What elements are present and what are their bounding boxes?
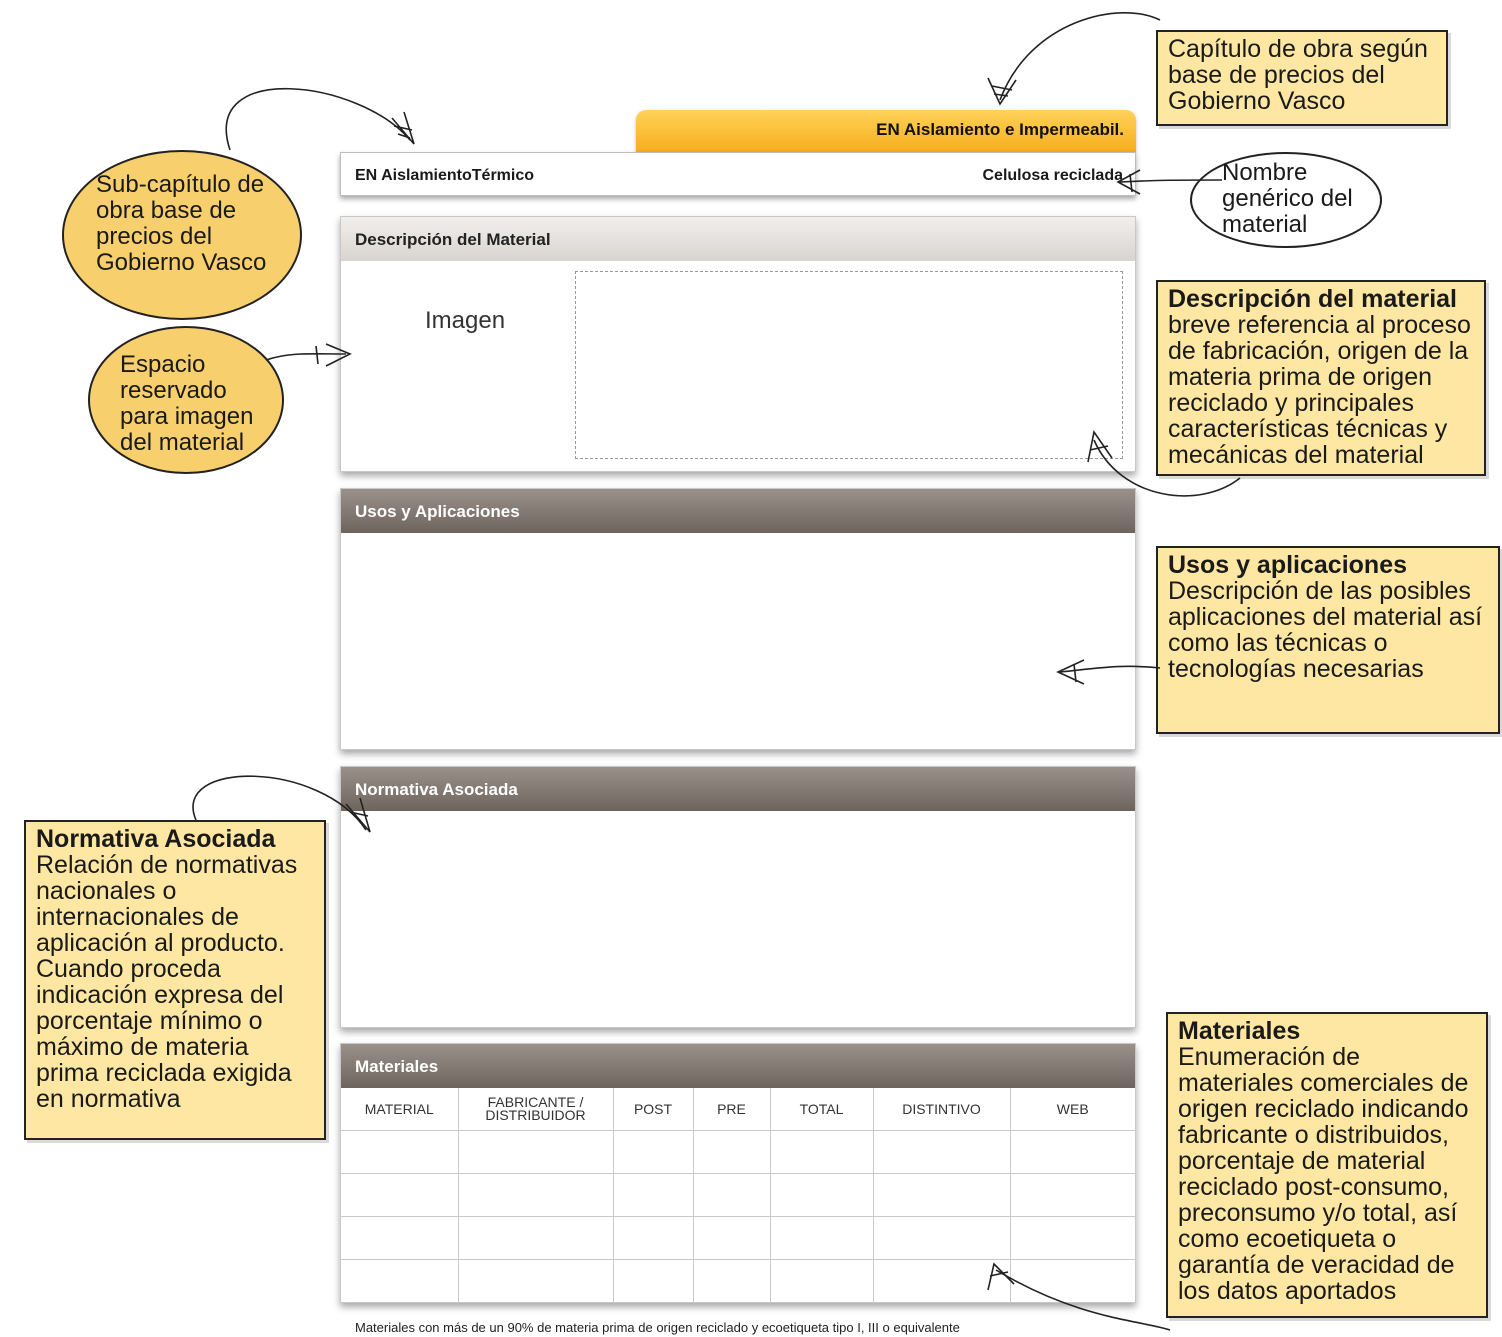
table-cell[interactable] xyxy=(770,1131,873,1174)
note-usos xyxy=(1156,546,1500,734)
table-cell[interactable] xyxy=(1010,1217,1135,1260)
note-descripcion-text: breve referencia al proceso de fabricación, origen de la materia prima de origen reciclado y principales características técnicas y mecánicas del material xyxy=(1168,311,1471,469)
table-cell[interactable] xyxy=(1010,1260,1135,1303)
column-header: POST xyxy=(613,1088,693,1131)
bubble-espacio-text: Espacio reservado para imagen del material xyxy=(120,351,254,456)
note-normativa-title: Normativa Asociada xyxy=(36,825,276,853)
chapter-label: EN Aislamiento e Impermeabil. xyxy=(876,120,1124,139)
section-normativa xyxy=(340,766,1136,1028)
materials-table xyxy=(341,1088,1135,1303)
table-cell[interactable] xyxy=(693,1217,770,1260)
section-title-normativa: Normativa Asociada xyxy=(341,767,1135,811)
table-cell[interactable] xyxy=(613,1174,693,1217)
table-cell[interactable] xyxy=(341,1174,458,1217)
chapter-tab xyxy=(636,110,1136,152)
note-materiales-title: Materiales xyxy=(1178,1017,1301,1045)
image-placeholder-label: Imagen xyxy=(425,307,506,334)
note-descripcion xyxy=(1156,280,1486,476)
bubble-subcapitulo xyxy=(62,150,302,320)
table-cell[interactable] xyxy=(770,1217,873,1260)
note-normativa xyxy=(24,820,326,1140)
table-cell[interactable] xyxy=(613,1217,693,1260)
table-cell[interactable] xyxy=(873,1174,1010,1217)
arrow-capitulo xyxy=(1000,13,1160,100)
table-cell[interactable] xyxy=(341,1260,458,1303)
section-descripcion xyxy=(340,216,1136,472)
table-row xyxy=(341,1217,1135,1260)
column-header: FABRICANTE / DISTRIBUIDOR xyxy=(458,1088,613,1131)
note-normativa-text: Relación de normativas nacionales o internacionales de aplicación al producto. Cuando proceda indicación expresa del porcentaje mínimo o máximo de materia prima reciclada exigida en normativa xyxy=(36,851,298,1113)
table-cell[interactable] xyxy=(613,1260,693,1303)
table-cell[interactable] xyxy=(458,1174,613,1217)
table-cell[interactable] xyxy=(770,1174,873,1217)
table-cell[interactable] xyxy=(873,1217,1010,1260)
table-row xyxy=(341,1260,1135,1303)
note-materiales-text: Enumeración de materiales comerciales de origen reciclado indicando fabricante o distribuidos, porcentaje de material reciclado post-consumo, preconsumo y/o total, así como ecoetiqueta o garantía de veracidad de los datos aportados xyxy=(1178,1043,1469,1305)
section-title-materiales: Materiales xyxy=(341,1044,1135,1088)
table-cell[interactable] xyxy=(693,1174,770,1217)
table-header-row xyxy=(341,1088,1135,1131)
table-cell[interactable] xyxy=(458,1217,613,1260)
table-cell[interactable] xyxy=(693,1131,770,1174)
subchapter-bar xyxy=(340,152,1136,196)
note-capitulo-text: Capítulo de obra según base de precios del Gobierno Vasco xyxy=(1168,35,1428,115)
table-cell[interactable] xyxy=(1010,1131,1135,1174)
footnote: Materiales con más de un 90% de materia prima de origen reciclado y ecoetiqueta tipo I, III o equivalente xyxy=(355,1320,960,1335)
table-cell[interactable] xyxy=(341,1217,458,1260)
table-row xyxy=(341,1131,1135,1174)
table-cell[interactable] xyxy=(341,1131,458,1174)
bubble-subcapitulo-text: Sub-capítulo de obra base de precios del Gobierno Vasco xyxy=(96,171,267,276)
note-usos-text: Descripción de las posibles aplicaciones del material así como las técnicas o tecnologías necesarias xyxy=(1168,577,1483,683)
note-descripcion-title: Descripción del material xyxy=(1168,285,1458,313)
column-header: TOTAL xyxy=(770,1088,873,1131)
table-cell[interactable] xyxy=(1010,1174,1135,1217)
bubble-espacio xyxy=(88,326,284,474)
table-cell[interactable] xyxy=(873,1260,1010,1303)
table-cell[interactable] xyxy=(458,1131,613,1174)
section-usos xyxy=(340,488,1136,750)
table-cell[interactable] xyxy=(613,1131,693,1174)
material-name: Celulosa reciclada xyxy=(982,167,1123,184)
section-title-descripcion: Descripción del Material xyxy=(341,217,1135,261)
table-cell[interactable] xyxy=(693,1260,770,1303)
section-title-usos: Usos y Aplicaciones xyxy=(341,489,1135,533)
column-header: PRE xyxy=(693,1088,770,1131)
arrow-subcapitulo xyxy=(226,89,410,150)
arrow-espacio xyxy=(266,354,346,360)
table-row xyxy=(341,1174,1135,1217)
column-header: WEB xyxy=(1010,1088,1135,1131)
bubble-nombre-text: Nombre genérico del material xyxy=(1222,159,1353,238)
note-materiales xyxy=(1166,1012,1488,1318)
subchapter-label: EN AislamientoTérmico xyxy=(355,167,535,184)
table-cell[interactable] xyxy=(873,1131,1010,1174)
description-area[interactable] xyxy=(575,271,1123,459)
bubble-nombre xyxy=(1190,152,1382,248)
section-materiales xyxy=(340,1043,1136,1303)
note-usos-title: Usos y aplicaciones xyxy=(1168,551,1408,579)
table-cell[interactable] xyxy=(770,1260,873,1303)
column-header: MATERIAL xyxy=(341,1088,458,1131)
note-capitulo xyxy=(1156,30,1448,126)
table-cell[interactable] xyxy=(458,1260,613,1303)
column-header: DISTINTIVO xyxy=(873,1088,1010,1131)
